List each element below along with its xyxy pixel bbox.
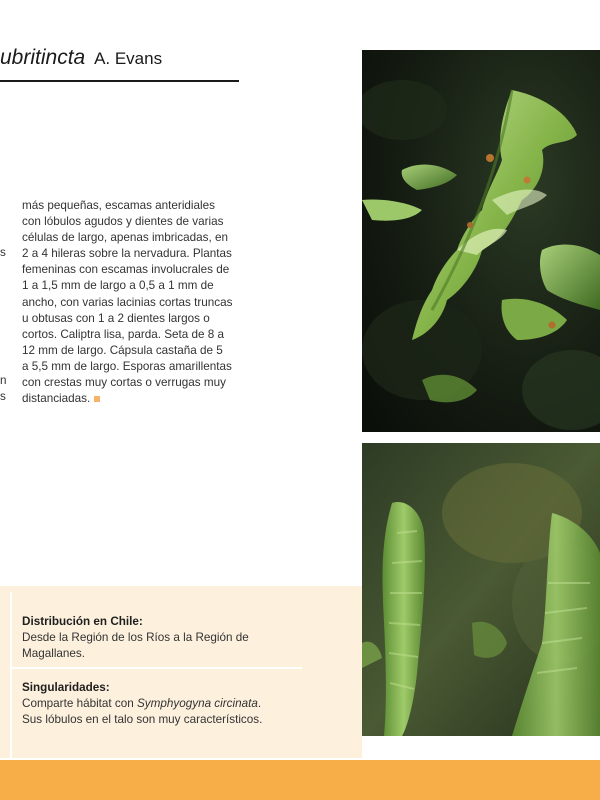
singularities-text (22, 696, 282, 728)
end-of-text-square-icon (94, 396, 100, 402)
species-name: ubritincta (0, 46, 86, 69)
panel-divider-vertical (10, 592, 12, 758)
description-line: con lóbulos agudos y dientes de varias (22, 215, 224, 229)
description-line: con crestas muy cortas o verrugas muy (22, 376, 226, 390)
description-line: ancho, con varias lacinias cortas truncas (22, 295, 233, 309)
footer-bar (0, 760, 600, 800)
singularities-species: Symphyogyna circinata (137, 697, 258, 710)
species-photo-bottom (362, 443, 600, 736)
description-line: células de largo, apenas imbricadas, en (22, 231, 228, 245)
singularities-section (22, 680, 282, 728)
title-underline (0, 80, 239, 82)
panel-divider-horizontal (12, 667, 302, 669)
description-line: 12 mm de largo. Cápsula castaña de 5 (22, 343, 223, 357)
info-panel (0, 586, 362, 758)
description-line (22, 391, 262, 407)
description-paragraph (22, 198, 262, 407)
cropped-text-fragment: s (0, 390, 6, 403)
singularities-text-before: Comparte hábitat con (22, 697, 137, 710)
cropped-text-fragment: s (0, 246, 6, 259)
description-line: femeninas con escamas involucrales de (22, 263, 230, 277)
singularities-heading: Singularidades: (22, 681, 110, 694)
species-photo-top (362, 50, 600, 432)
description-line: más pequeñas, escamas anteridiales (22, 199, 215, 212)
distribution-heading: Distribución en Chile: (22, 615, 143, 628)
distribution-text: Desde la Región de los Ríos a la Región de Magallanes. (22, 631, 249, 660)
description-line: a 5,5 mm de largo. Esporas amarillentas (22, 359, 232, 373)
cropped-text-fragment: n (0, 374, 7, 387)
species-author: A. Evans (94, 49, 163, 68)
species-title (0, 46, 162, 70)
description-line: u obtusas con 1 a 2 dientes largos o (22, 311, 210, 325)
description-last-line: distanciadas. (22, 392, 91, 406)
distribution-section (22, 614, 282, 662)
description-line: 2 a 4 hileras sobre la nervadura. Plantas (22, 247, 232, 261)
description-line: cortos. Caliptra lisa, parda. Seta de 8 a (22, 327, 225, 341)
description-line: 1 a 1,5 mm de largo a 0,5 a 1 mm de (22, 279, 214, 293)
singularities-text-after: . Sus lóbulos en el talo son muy característicos. (22, 697, 263, 726)
